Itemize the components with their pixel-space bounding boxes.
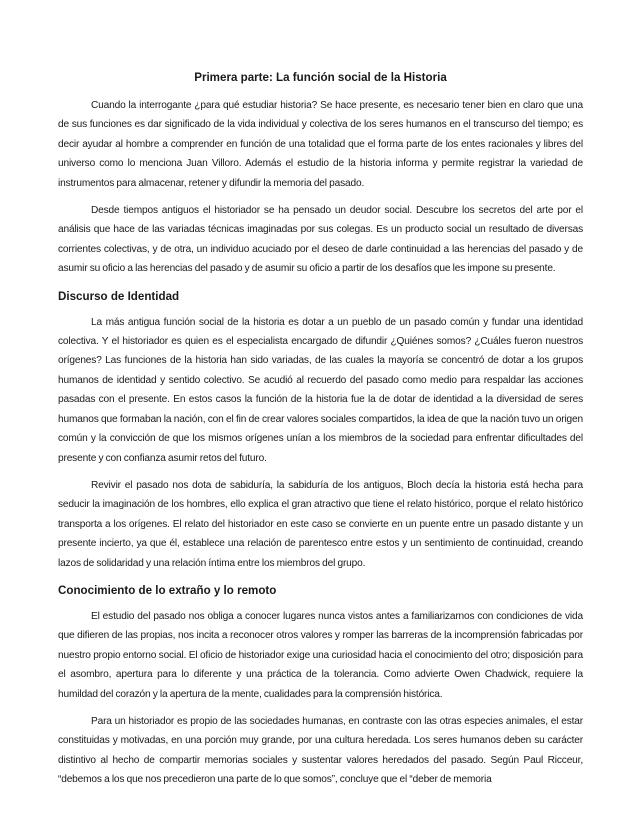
section-heading-identidad: Discurso de Identidad (58, 289, 180, 303)
paragraph: Para un historiador es propio de las sociedades humanas, en contraste con las otras especies animales, el estar constituidas y motivadas, en una porción muy grande, por una cultura heredada. Los seres humanos deben su carácter distintivo al hecho de compartir memorias sociales y sustentar valores heredados del pasado. Según Paul Ricceur, “debemos a los que nos precedieron una parte de lo que somos”, concluye que el “deber de memoria (58, 715, 583, 786)
section-heading-conocimiento: Conocimiento de lo extraño y lo remoto (58, 583, 277, 597)
paragraph: La más antigua función social de la historia es dotar a un pueblo de un pasado común y fundar una identidad colectiva. Y el historiador es quien es el especialista encargado de difundir ¿Quiénes somos? ¿Cuáles fueron nuestros orígenes? Las funciones de la historia han sido variadas, de las cuales la mayoría se concentró de dotar a los grupos humanos de identidad y sentido colectivo. Se acudió al recuerdo del pasado como medio para respaldar las acciones pasadas con el presente. En estos casos la función de la historia fue la de dotar de identidad a la diversidad de seres humanos que formaban la nación, con el fin de crear valores sociales compartidos, la idea de que la nación tuvo un origen común y la convicción de que los mismos orígenes unían a los miembros de la sociedad para enfrentar dificultades del presente y con confianza asumir retos del futuro. (58, 316, 583, 464)
paragraph: Desde tiempos antiguos el historiador se ha pensado un deudor social. Descubre los secretos del arte por el análisis que hace de las variadas técnicas imaginadas por sus colegas. Es un producto social un resultado de diversas corrientes colectivas, y de otra, un individuo acuciado por el deseo de darle continuidad a las herencias del pasado y de asumir su oficio a las herencias del pasado y de asumir su oficio a partir de los desafíos que les impone su presente. (58, 205, 583, 275)
paragraph: Cuando la interrogante ¿para qué estudiar historia? Se hace presente, es necesario tener bien en claro que una de sus funciones es dar significado de la vida individual y colectiva de los seres humanos en el transcurso del tiempo; es decir ayudar al hombre a comprender en función de una totalidad que el forma parte de los entes racionales y libres del universo como lo menciona Juan Villoro. Además el estudio de la historia informa y permite registrar la variedad de instrumentos para almacenar, retener y difundir la memoria del pasado. (58, 100, 583, 189)
document-page (58, 70, 583, 790)
document-title: Primera parte: La función social de la Historia (194, 71, 447, 84)
paragraph: Revivir el pasado nos dota de sabiduría, la sabiduría de los antiguos, Bloch decía la historia está hecha para seducir la imaginación de los hombres, ello explica el gran atractivo que tiene el relato histórico, porque el relato histórico transporta a los orígenes. El relato del historiador en este caso se convierte en un puente entre un pasado distante y un presente incierto, ya que él, establece una relación de parentesco entre estos y un sentimiento de continuidad, creando lazos de solidaridad y una relación íntima entre los miembros del grupo. (58, 479, 583, 569)
paragraph: El estudio del pasado nos obliga a conocer lugares nunca vistos antes a familiarizarnos con condiciones de vida que difieren de las propias, nos incita a reconocer otros valores y romper las barreras de la incomprensión fabricadas por nuestro propio entorno social. El oficio de historiador exige una curiosidad hacia el conocimiento del otro; disposición para el asombro, apertura para lo diferente y una práctica de la tolerancia. Como advierte Owen Chadwick, requiere la humildad del corazón y la apertura de la mente, cualidades para la comprensión histórica. (58, 610, 583, 700)
